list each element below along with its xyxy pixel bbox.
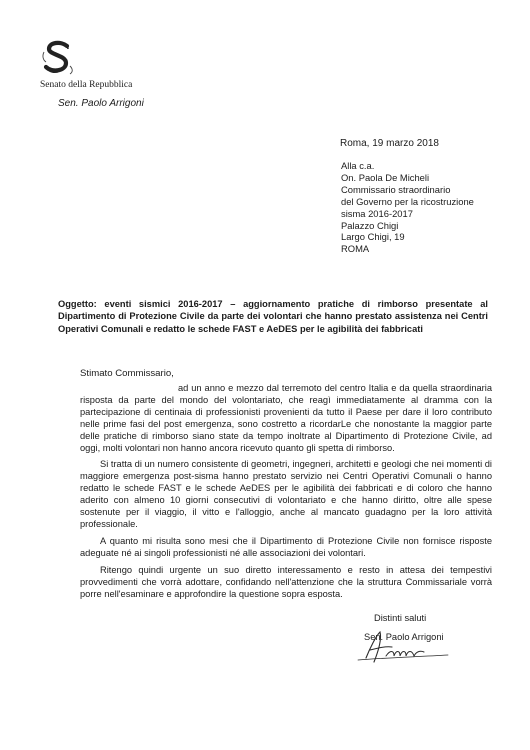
address-line: Largo Chigi, 19 — [341, 231, 405, 243]
address-line: sisma 2016-2017 — [341, 207, 413, 219]
senate-s-logo-icon — [40, 40, 76, 76]
subject-text: eventi sismici 2016-2017 – aggiornamento pratiche di rimborso presentate al Dipartimento di Protezione Civile da parte dei volontari che hanno prestato assistenza nei Centri Operativi Comunali e redatto le schede FAST e AeDES per le agibilità dei fabbricati — [58, 299, 488, 334]
letter-body — [80, 383, 492, 605]
body-paragraph: A quanto mi risulta sono mesi che il Dipartimento di Protezione Civile non fornisce risposte adeguate né ai singoli professionisti né alle associazioni dei volontari. — [80, 535, 492, 558]
subject-label: Oggetto: — [58, 299, 97, 309]
body-paragraph: ad un anno e mezzo dal terremoto del centro Italia e da quella straordinaria risposta da parte del mondo del volontariato, che reagì immediatamente al dramma con la partecipazione di centinaia di professionisti provenienti da tutto il Paese per dare il loro contributo nelle prime fasi del post emergenza, sono costretto a ricordarLe che nonostante la maggior parte delle pratiche di rimborso siano state da tempo inoltrate al Dipartimento di Protezione Civile, ad oggi, molti volontari non hanno ancora ricevuto quanto gli spetta di rimborso. — [80, 383, 492, 453]
address-line: del Governo per la ricostruzione — [341, 195, 474, 207]
closing: Distinti saluti — [374, 613, 427, 623]
address-line: Alla c.a. — [341, 160, 375, 171]
sender-name: Sen. Paolo Arrigoni — [58, 98, 144, 109]
subject-line — [58, 298, 488, 335]
salutation: Stimato Commissario, — [80, 368, 174, 379]
address-line: On. Paola De Micheli — [341, 171, 430, 183]
institution-name: Senato della Repubblica — [40, 80, 133, 90]
address-line: Palazzo Chigi — [341, 219, 399, 231]
signature-name: Sen. Paolo Arrigoni — [364, 632, 444, 642]
recipient-address — [341, 160, 474, 255]
body-paragraph: Si tratta di un numero consistente di geometri, ingegneri, architetti e geologi che nei momenti di maggiore emergenza post-sisma hanno prestato servizio nei Centri Operativi Comunali o hanno redatto le schede FAST e le schede AeDES per le agibilità dei fabbricati e di coloro che hanno aderito con almeno 10 giorni consecutivi di volontariato e che hanno diritto, oltre alle spese sostenute per il viaggio, il vitto e l'alloggio, anche al mancato guadagno per la loro attività professionale. — [80, 459, 492, 529]
body-paragraph: Ritengo quindi urgente un suo diretto interessamento e resto in attesa dei tempestivi provvedimenti che vorrà adottare, confidando nell'attenzione che la struttura Commissariale vorrà porre nell'esaminare e approfondire la questione sopra esposta. — [80, 564, 492, 599]
address-line: ROMA — [341, 243, 370, 255]
handwritten-signature-icon — [352, 628, 462, 666]
letter-date: Roma, 19 marzo 2018 — [340, 138, 439, 149]
address-line: Commissario straordinario — [341, 183, 451, 195]
